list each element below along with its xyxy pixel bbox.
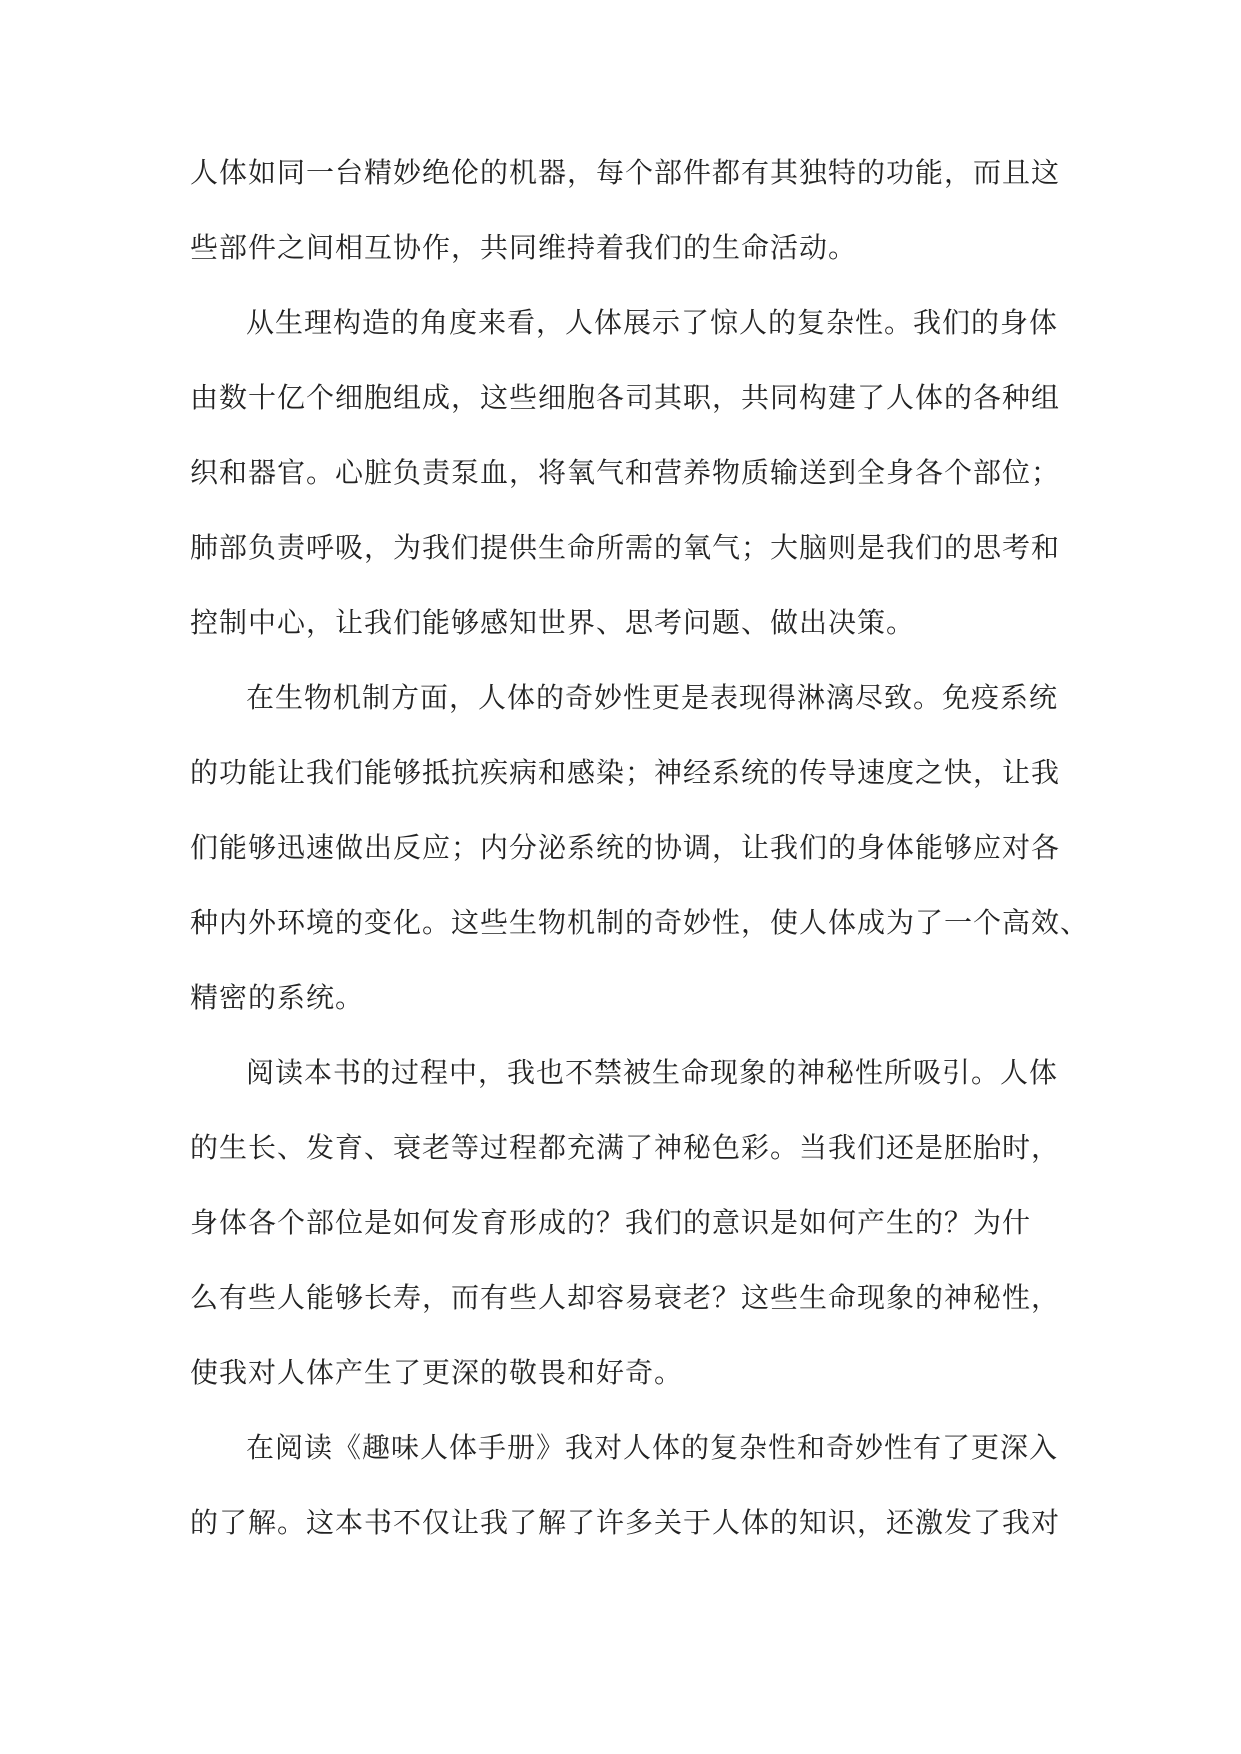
body-text-line: 些部件之间相互协作，共同维持着我们的生命活动。 — [190, 231, 858, 264]
body-text-line: 织和器官。心脏负责泵血，将氧气和营养物质输送到全身各个部位； — [190, 456, 1061, 489]
body-text-line: 的了解。这本书不仅让我了解了许多关于人体的知识，还激发了我对 — [190, 1506, 1061, 1539]
body-text-line: 的功能让我们能够抵抗疾病和感染；神经系统的传导速度之快，让我 — [190, 756, 1061, 789]
paragraph-first-line: 从生理构造的角度来看，人体展示了惊人的复杂性。我们的身体 — [246, 306, 1059, 339]
body-text-line: 由数十亿个细胞组成，这些细胞各司其职，共同构建了人体的各种组 — [190, 381, 1061, 414]
body-text-line: 身体各个部位是如何发育形成的？我们的意识是如何产生的？为什 — [190, 1206, 1032, 1239]
body-text-line: 使我对人体产生了更深的敬畏和好奇。 — [190, 1356, 684, 1389]
body-text-line: 们能够迅速做出反应；内分泌系统的协调，让我们的身体能够应对各 — [190, 831, 1061, 864]
body-text-line: 人体如同一台精妙绝伦的机器，每个部件都有其独特的功能，而且这 — [190, 156, 1061, 189]
body-text-line: 精密的系统。 — [190, 981, 365, 1014]
paragraph-first-line: 阅读本书的过程中，我也不禁被生命现象的神秘性所吸引。人体 — [246, 1056, 1059, 1089]
body-text-line: 肺部负责呼吸，为我们提供生命所需的氧气；大脑则是我们的思考和 — [190, 531, 1061, 564]
body-text-line: 的生长、发育、衰老等过程都充满了神秘色彩。当我们还是胚胎时， — [190, 1131, 1061, 1164]
paragraph-first-line: 在阅读《趣味人体手册》我对人体的复杂性和奇妙性有了更深入 — [246, 1431, 1059, 1464]
paragraph-first-line: 在生物机制方面，人体的奇妙性更是表现得淋漓尽致。免疫系统 — [246, 681, 1059, 714]
body-text-line: 么有些人能够长寿，而有些人却容易衰老？这些生命现象的神秘性， — [190, 1281, 1061, 1314]
body-text-line: 控制中心，让我们能够感知世界、思考问题、做出决策。 — [190, 606, 916, 639]
body-text-line: 种内外环境的变化。这些生物机制的奇妙性，使人体成为了一个高效、 — [190, 906, 1090, 939]
